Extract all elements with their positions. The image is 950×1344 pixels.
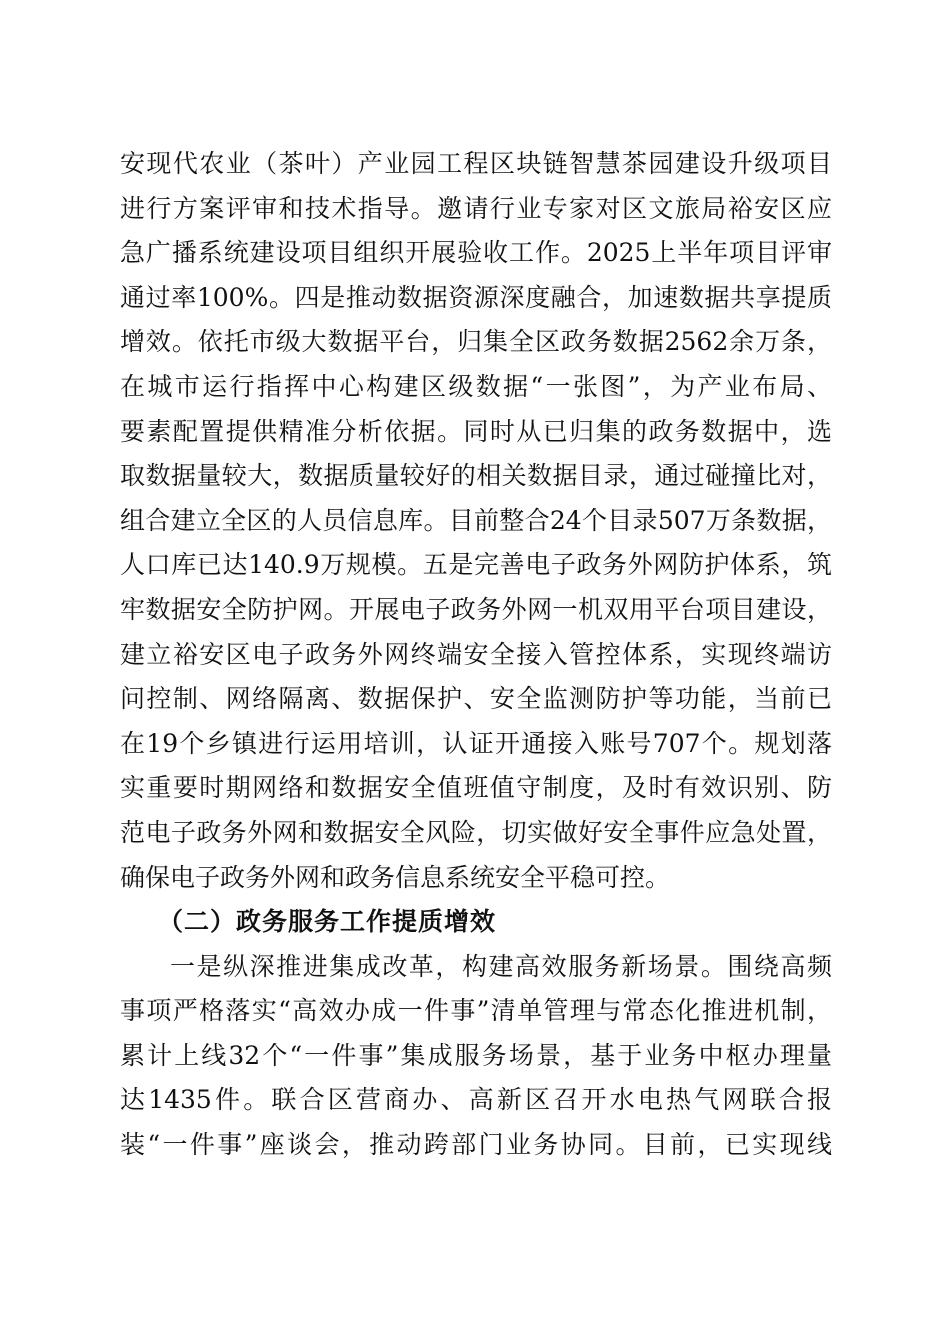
text-line: 急广播系统建设项目组织开展验收工作。2025上半年项目评审	[120, 238, 832, 268]
text-line: 建立裕安区电子政务外网终端安全接入管控体系，实现终端访	[120, 639, 832, 669]
text-line: 累计上线32个“一件事”集成服务场景，基于业务中枢办理量	[120, 1040, 832, 1070]
text-line: 在城市运行指挥中心构建区级数据“一张图”，为产业布局、	[120, 371, 832, 401]
text-line: 取数据量较大，数据质量较好的相关数据目录，通过碰撞比对，	[120, 461, 832, 491]
document-body	[120, 142, 832, 1168]
text-line: 确保电子政务外网和政务信息系统安全平稳可控。	[120, 862, 671, 892]
text-line: 通过率100%。四是推动数据资源深度融合，加速数据共享提质	[120, 282, 832, 312]
text-line: 达1435件。联合区营商办、高新区召开水电热气网联合报	[120, 1085, 832, 1115]
text-line: 在19个乡镇进行运用培训，认证开通接入账号707个。规划落	[120, 728, 832, 758]
text-line: 一是纵深推进集成改革，构建高效服务新场景。围绕高频	[170, 951, 832, 981]
text-line: 事项严格落实“高效办成一件事”清单管理与常态化推进机制，	[120, 996, 832, 1026]
text-line: 人口库已达140.9万规模。五是完善电子政务外网防护体系，筑	[120, 550, 832, 580]
text-line: 增效。依托市级大数据平台，归集全区政务数据2562余万条，	[120, 327, 832, 357]
paragraph-service-reform	[120, 945, 832, 1168]
text-line: 牢数据安全防护网。开展电子政务外网一机双用平台项目建设，	[120, 594, 832, 624]
text-line: 范电子政务外网和数据安全风险，切实做好安全事件应急处置，	[120, 817, 832, 847]
text-line: 要素配置提供精准分析依据。同时从已归集的政务数据中，选	[120, 416, 832, 446]
text-line: 进行方案评审和技术指导。邀请行业专家对区文旅局裕安区应	[120, 193, 832, 223]
paragraph-data-integration	[120, 142, 832, 900]
section-heading: （二）政务服务工作提质增效	[158, 907, 497, 937]
text-line: 安现代农业（茶叶）产业园工程区块链智慧茶园建设升级项目	[120, 149, 832, 178]
text-line: 组合建立全区的人员信息库。目前整合24个目录507万条数据，	[120, 505, 832, 535]
text-line: 实重要时期网络和数据安全值班值守制度，及时有效识别、防	[120, 773, 832, 803]
text-line: 装“一件事”座谈会，推动跨部门业务协同。目前，已实现线	[120, 1130, 832, 1160]
text-line: 问控制、网络隔离、数据保护、安全监测防护等功能，当前已	[120, 684, 832, 714]
